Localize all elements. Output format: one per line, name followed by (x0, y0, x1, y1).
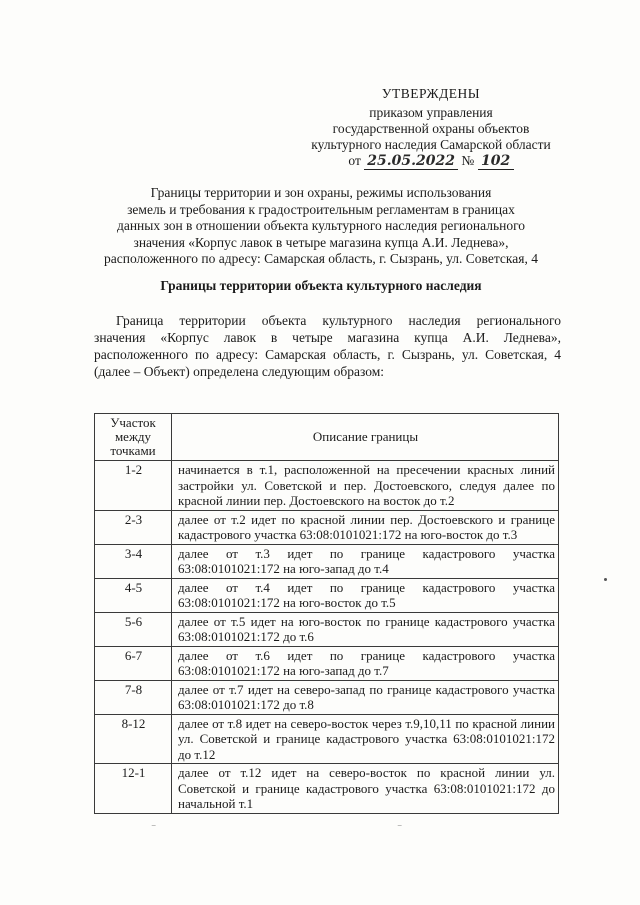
boundary-table (94, 413, 559, 814)
scan-mark-left: ‾ (152, 826, 156, 837)
approval-line-2: государственной охраны объектов (332, 121, 530, 136)
handwritten-date: 25.05.2022 (364, 154, 458, 170)
scan-speck (604, 578, 607, 581)
segment-cell: 8-12 (95, 714, 172, 764)
document-subject (76, 185, 566, 268)
section-title: Границы территории объекта культурного наследия (160, 278, 482, 293)
intro-line: расположенного по адресу: Самарская область, г. Сызрань, ул. Советская, 4 (94, 347, 561, 362)
description-cell: далее от т.2 идет по красной линии пер. Достоевского и границе кадастрового участка 63:08:0101021:172 на юго-восток до т.3 (172, 510, 559, 544)
approval-block (300, 86, 562, 170)
description-cell: далее от т.7 идет на северо-запад по границе кадастрового участка 63:08:0101021:172 до т.8 (172, 680, 559, 714)
intro-line: значения «Корпус лавок в четыре магазина купца А.И. Леднева», (94, 330, 561, 345)
number-prefix: № (461, 153, 475, 168)
approval-title: УТВЕРЖДЕНЫ (381, 86, 481, 101)
approval-line-3: культурного наследия Самарской области (311, 137, 551, 152)
description-cell: далее от т.4 идет по границе кадастрового участка 63:08:0101021:172 на юго-восток до т.5 (172, 578, 559, 612)
table-row (95, 646, 559, 680)
table-row (95, 680, 559, 714)
description-cell: далее от т.3 идет по границе кадастрового участка 63:08:0101021:172 на юго-запад до т.4 (172, 544, 559, 578)
description-cell: начинается в т.1, расположенной на пресечении красных линий застройки ул. Советской и пер. Достоевского, следуя далее по красной линии пер. Достоевского на восток до т.2 (172, 461, 559, 511)
subject-line: Границы территории и зон охраны, режимы использования (150, 185, 492, 200)
segment-cell: 7-8 (95, 680, 172, 714)
description-cell: далее от т.8 идет на северо-восток через т.9,10,11 по красной линии ул. Советской и границе кадастрового участка 63:08:0101021:172 до т.12 (172, 714, 559, 764)
table-row (95, 764, 559, 814)
segment-cell: 6-7 (95, 646, 172, 680)
table-row (95, 510, 559, 544)
description-cell: далее от т.12 идет на северо-восток по красной линии ул. Советской и границе кадастрового участка 63:08:0101021:172 до начальной т.1 (172, 764, 559, 814)
table-row (95, 714, 559, 764)
header-segment-line: между (114, 429, 152, 444)
subject-line: расположенного по адресу: Самарская область, г. Сызрань, ул. Советская, 4 (104, 251, 538, 266)
approval-date-line (300, 153, 562, 170)
segment-cell: 3-4 (95, 544, 172, 578)
header-segment-line: точками (110, 443, 156, 458)
intro-line: (далее – Объект) определена следующим образом: (94, 364, 385, 379)
table-row (95, 461, 559, 511)
table-row (95, 578, 559, 612)
description-cell: далее от т.5 идет на юго-восток по границе кадастрового участка 63:08:0101021:172 до т.6 (172, 612, 559, 646)
subject-line: земель и требования к градостроительным регламентам в границах (127, 201, 515, 217)
intro-line: Граница территории объекта культурного наследия регионального (116, 313, 561, 328)
description-cell: далее от т.6 идет по границе кадастрового участка 63:08:0101021:172 на юго-запад до т.7 (172, 646, 559, 680)
table-row (95, 612, 559, 646)
handwritten-number: 102 (478, 154, 514, 170)
header-segment-line: Участок (110, 415, 156, 430)
segment-cell: 12-1 (95, 764, 172, 814)
date-prefix: от (348, 153, 361, 168)
segment-cell: 2-3 (95, 510, 172, 544)
table-row (95, 544, 559, 578)
header-description: Описание границы (172, 414, 559, 461)
header-segment (95, 414, 172, 461)
segment-cell: 4-5 (95, 578, 172, 612)
segment-cell: 1-2 (95, 461, 172, 511)
approval-line-1: приказом управления (369, 105, 493, 120)
subject-line: данных зон в отношении объекта культурного наследия регионального (116, 218, 526, 233)
intro-paragraph (94, 312, 561, 380)
table-header-row (95, 414, 559, 461)
segment-cell: 5-6 (95, 612, 172, 646)
subject-line: значения «Корпус лавок в четыре магазина купца А.И. Леднева», (133, 234, 509, 250)
scan-mark-right: ‾ (398, 826, 402, 837)
